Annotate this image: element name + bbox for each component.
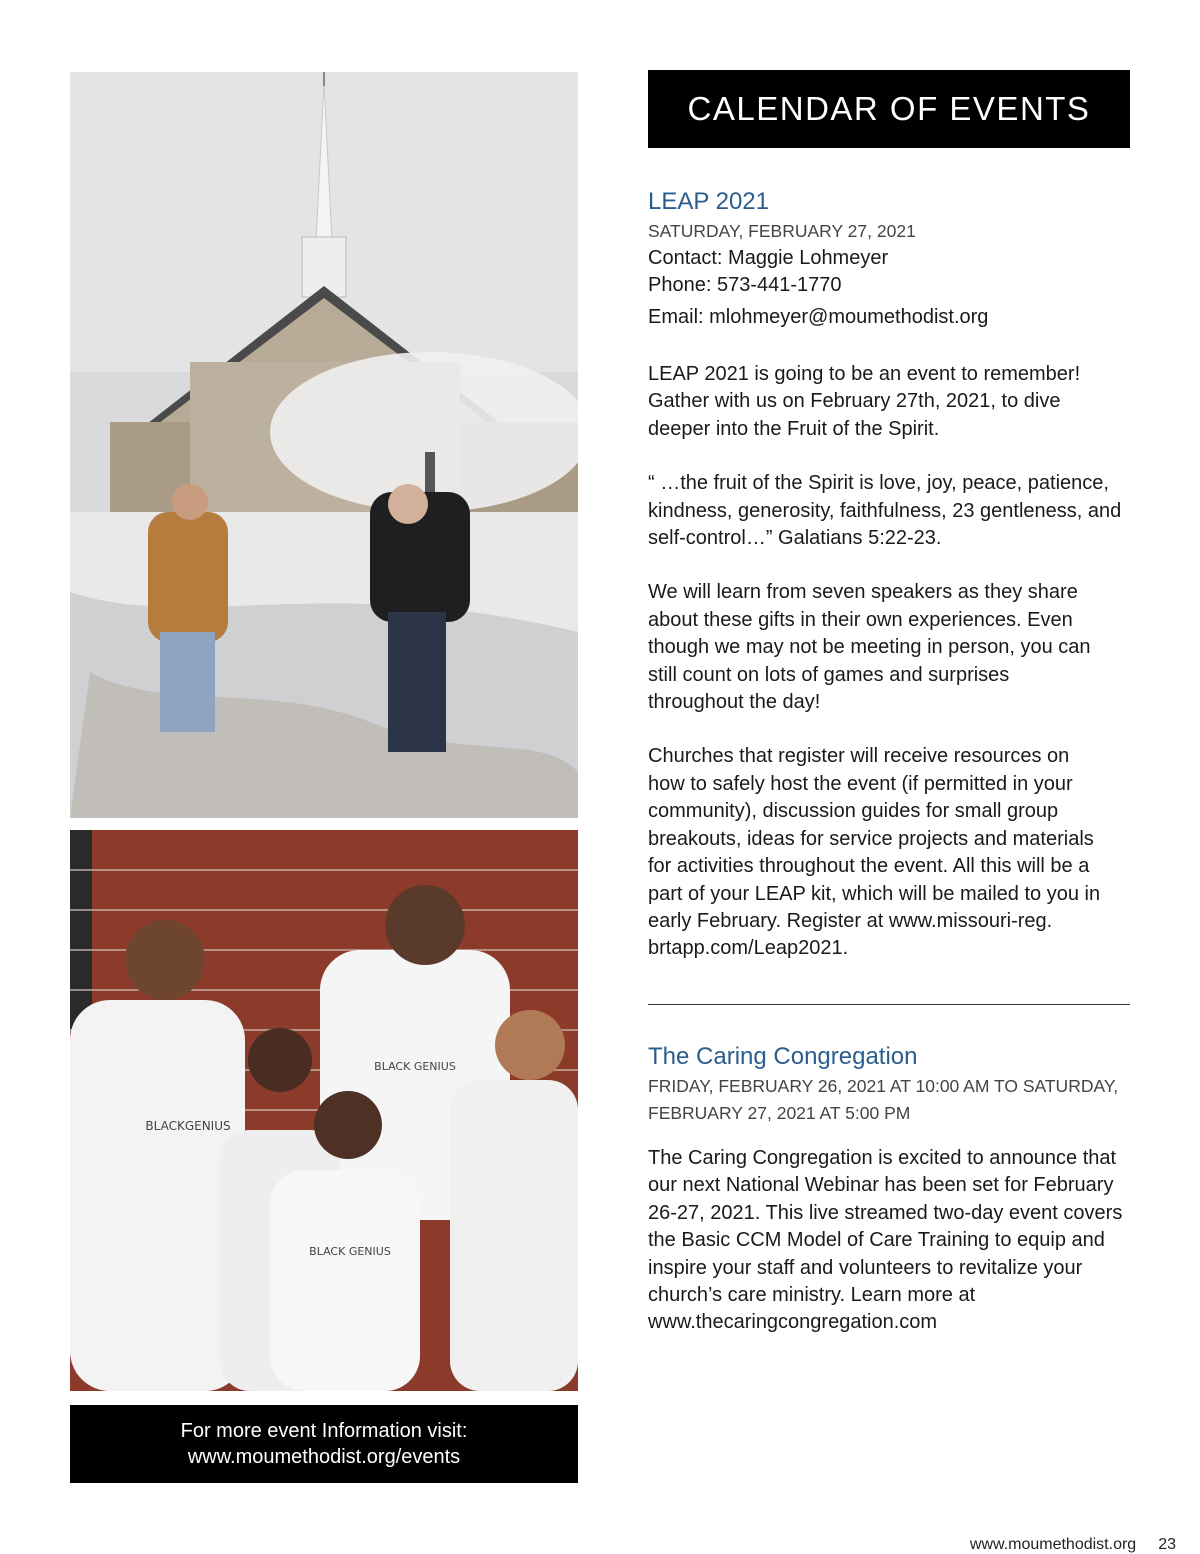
page-title: CALENDAR OF EVENTS xyxy=(687,90,1091,127)
event-date: SATURDAY, FEBRUARY 27, 2021 xyxy=(648,221,916,241)
page-number: 23 xyxy=(1158,1536,1176,1553)
svg-text:BLACK GENIUS: BLACK GENIUS xyxy=(309,1245,391,1258)
page-footer xyxy=(970,1536,1176,1554)
event-paragraph: Churches that register will receive resources on how to safely host the event (if permitted in your community), discussion guides for small group breakouts, ideas for service projects and materials for activities throughout the event. All this will be a part of your LEAP kit, which will be mailed to you in early February. Register at www.missouri-reg. brtapp.com/Leap2021. xyxy=(648,745,1101,960)
event-phone: Phone: 573-441-1770 xyxy=(648,274,842,296)
event-leap-2021 xyxy=(648,186,1138,963)
info-line-1: For more event Information visit: xyxy=(180,1420,468,1442)
event-paragraph: We will learn from seven speakers as they share about these gifts in their own experiences. Even though we may not be meeting in person, you can still count on lots of games and surprises throughout the day! xyxy=(648,581,1091,714)
hoodie-print: BLACKGENIUS xyxy=(145,1119,231,1133)
event-paragraph: LEAP 2021 is going to be an event to remember! Gather with us on February 27th, 2021, to dive deeper into the Fruit of the Spirit. xyxy=(648,363,1081,440)
event-date: FRIDAY, FEBRUARY 26, 2021 AT 10:00 AM TO SATURDAY, FEBRUARY 27, 2021 AT 5:00 PM xyxy=(648,1076,1119,1123)
footer-url[interactable]: www.moumethodist.org xyxy=(969,1536,1137,1553)
event-email[interactable]: Email: mlohmeyer@moumethodist.org xyxy=(648,306,989,328)
event-paragraph: “ …the fruit of the Spirit is love, joy, peace, patience, kindness, generosity, faithfulness, 23 gentleness, and self-control…” Galatians 5:22-23. xyxy=(648,472,1122,550)
event-title: LEAP 2021 xyxy=(648,188,769,215)
event-contact: Contact: Maggie Lohmeyer xyxy=(648,247,889,269)
event-title: The Caring Congregation xyxy=(648,1043,918,1070)
svg-text:BLACK GENIUS: BLACK GENIUS xyxy=(374,1060,456,1073)
section-divider xyxy=(648,1004,1130,1005)
event-paragraph: The Caring Congregation is excited to announce that our next National Webinar has been set for February 26-27, 2021. This live streamed two-day event covers the Basic CCM Model of Care Training to equip and inspire your staff and volunteers to revitalize your church’s care ministry. Learn more at www.thecaringcongregation.com xyxy=(648,1147,1123,1334)
calendar-header xyxy=(648,70,1130,148)
family-hoodies-photo xyxy=(70,830,578,1391)
more-info-box xyxy=(70,1405,578,1483)
event-caring-congregation xyxy=(648,1041,1138,1337)
info-line-2[interactable]: www.moumethodist.org/events xyxy=(187,1446,461,1468)
church-winter-photo xyxy=(70,72,578,818)
